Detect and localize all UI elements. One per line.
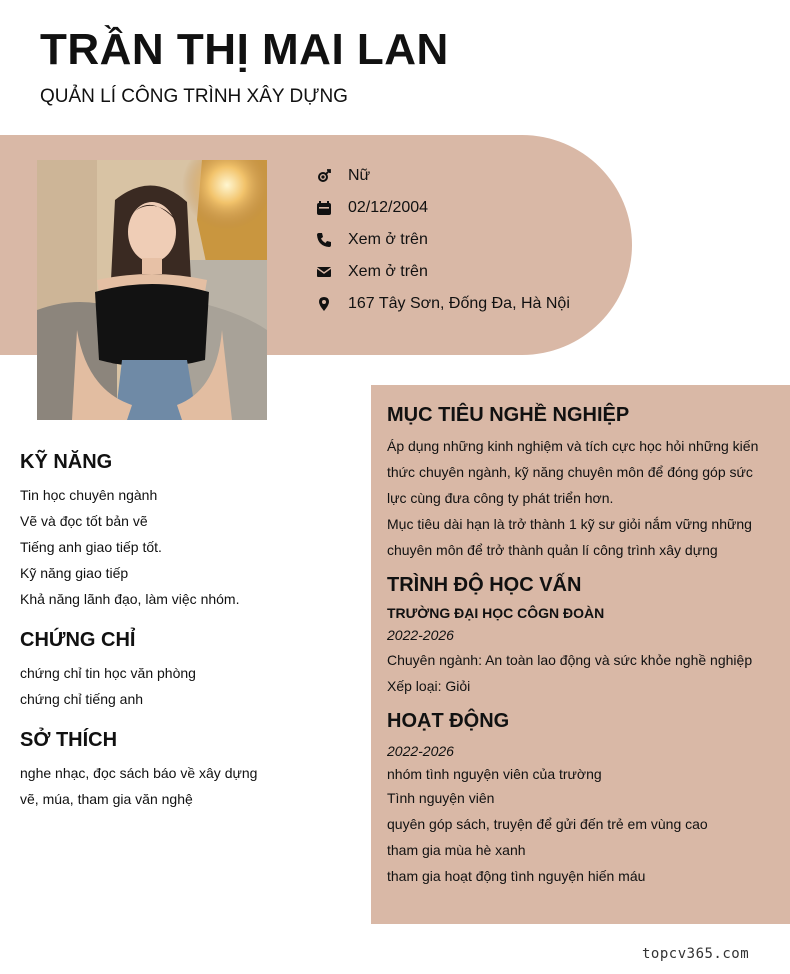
- email-icon: [315, 263, 333, 281]
- skills-title: KỸ NĂNG: [20, 451, 113, 473]
- hobbies-section: [20, 726, 350, 812]
- list-item: Khả năng lãnh đạo, làm việc nhóm.: [20, 591, 240, 607]
- education-section: [387, 571, 772, 699]
- list-item: nghe nhạc, đọc sách báo về xây dựng: [20, 765, 258, 781]
- education-major: Chuyên ngành: An toàn lao động và sức khỏe nghề nghiệp: [387, 652, 753, 668]
- list-item: chứng chỉ tin học văn phòng: [20, 665, 196, 681]
- profile-photo-illustration: [37, 160, 267, 420]
- location-pin-icon: [315, 295, 333, 313]
- contact-birthdate-value: 02/12/2004: [348, 199, 429, 216]
- activities-list: [387, 763, 772, 889]
- certificates-title: CHỨNG CHỈ: [20, 629, 136, 651]
- right-panel: [371, 385, 790, 924]
- certificates-list: [20, 660, 350, 712]
- contact-gender: [315, 160, 570, 192]
- gender-icon: [315, 167, 333, 185]
- hobbies-title: SỞ THÍCH: [20, 729, 118, 751]
- list-item: tham gia hoạt động tình nguyện hiến máu: [387, 868, 646, 884]
- activities-title: HOẠT ĐỘNG: [387, 710, 510, 732]
- hobbies-list: [20, 760, 350, 812]
- watermark: topcv365.com: [642, 946, 750, 962]
- contact-address: [315, 288, 570, 320]
- list-item: Vẽ và đọc tốt bản vẽ: [20, 513, 148, 529]
- education-grade: Xếp loại: Giỏi: [387, 678, 471, 694]
- contact-phone-value: Xem ở trên: [348, 231, 428, 248]
- list-item: Tình nguyện viên: [387, 790, 495, 806]
- education-title: TRÌNH ĐỘ HỌC VẤN: [387, 574, 582, 596]
- school-name: TRƯỜNG ĐẠI HỌC CÔGN ĐOÀN: [387, 605, 605, 621]
- candidate-name: TRẦN THỊ MAI LAN: [40, 25, 449, 74]
- contact-list: [315, 160, 570, 320]
- contact-email-value: Xem ở trên: [348, 263, 428, 280]
- contact-email: [315, 256, 570, 288]
- profile-photo: [37, 160, 267, 420]
- activities-section: [387, 707, 772, 889]
- list-item: chứng chỉ tiếng anh: [20, 691, 144, 707]
- activities-period: 2022-2026: [387, 743, 454, 759]
- objective-paragraph: Áp dụng những kinh nghiệm và tích cực học hỏi những kiến thức chuyên ngành, kỹ năng chuyên môn để đóng góp sức lực cùng đưa công ty phát triển hơn.: [387, 438, 759, 506]
- list-item: Tin học chuyên ngành: [20, 487, 158, 503]
- skills-list: [20, 482, 350, 612]
- contact-gender-value: Nữ: [348, 167, 371, 184]
- contact-address-value: 167 Tây Sơn, Đống Đa, Hà Nội: [348, 295, 570, 312]
- education-period: 2022-2026: [387, 627, 454, 643]
- list-item: vẽ, múa, tham gia văn nghệ: [20, 791, 193, 807]
- objective-title: MỤC TIÊU NGHỀ NGHIỆP: [387, 404, 630, 426]
- skills-section: [20, 448, 350, 612]
- objective-section: [387, 401, 772, 563]
- contact-birthdate: [315, 192, 570, 224]
- phone-icon: [315, 231, 333, 249]
- list-item: nhóm tình nguyện viên của trường: [387, 766, 602, 782]
- left-column: [20, 448, 350, 826]
- job-title: QUẢN LÍ CÔNG TRÌNH XÂY DỰNG: [40, 86, 348, 107]
- list-item: Tiếng anh giao tiếp tốt.: [20, 539, 162, 555]
- certificates-section: [20, 626, 350, 712]
- list-item: quyên góp sách, truyện để gửi đến trẻ em vùng cao: [387, 816, 708, 832]
- contact-phone: [315, 224, 570, 256]
- list-item: tham gia mùa hè xanh: [387, 842, 526, 858]
- list-item: Kỹ năng giao tiếp: [20, 565, 129, 581]
- objective-paragraph: Mục tiêu dài hạn là trở thành 1 kỹ sư giỏi nắm vững những chuyên môn để trở thành quản lí công trình xây dựng: [387, 516, 752, 558]
- calendar-icon: [315, 199, 333, 217]
